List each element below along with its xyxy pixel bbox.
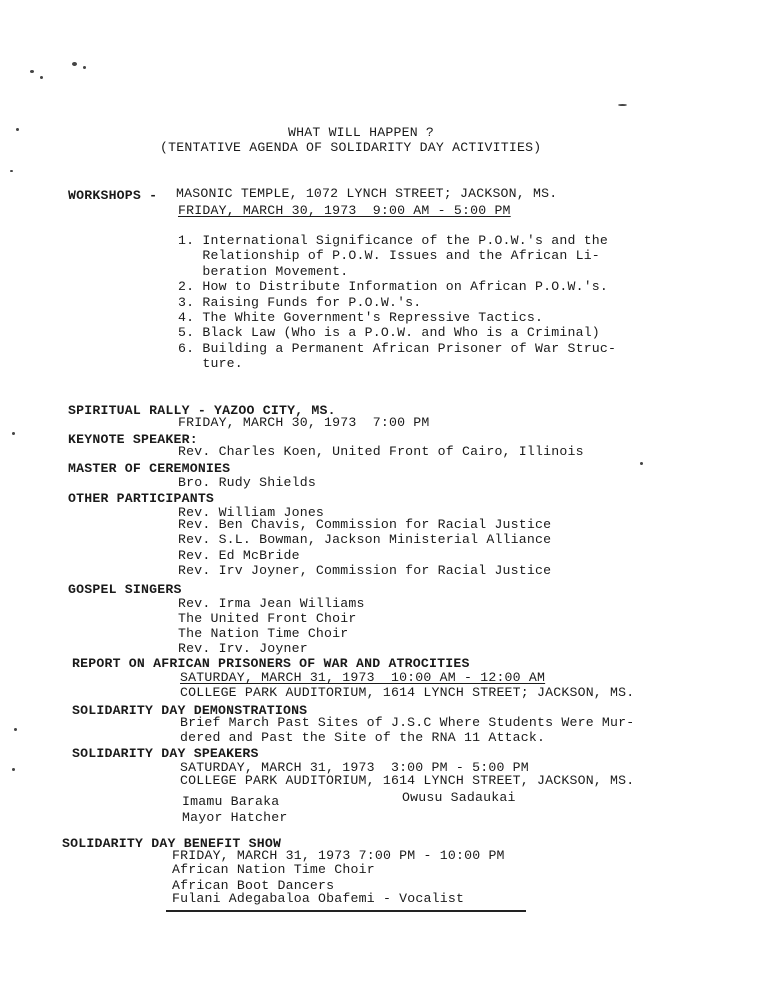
participant-item: Rev. Ed McBride [178,548,300,563]
scan-speck [618,104,627,106]
workshops-location: MASONIC TEMPLE, 1072 LYNCH STREET; JACKSON, MS. [176,186,558,201]
scan-speck [40,76,43,79]
workshop-item: ture. [178,356,243,371]
report-location: COLLEGE PARK AUDITORIUM, 1614 LYNCH STREET; JACKSON, MS. [180,685,635,700]
moc-label: MASTER OF CEREMONIES [68,461,231,476]
workshop-item: beration Movement. [178,264,349,279]
scan-speck [12,768,15,771]
scan-speck [72,62,77,66]
speakers-location: COLLEGE PARK AUDITORIUM, 1614 LYNCH STREET, JACKSON, MS. [180,773,635,788]
gospel-singer-item: The Nation Time Choir [178,626,349,641]
gospel-singer-item: The United Front Choir [178,611,357,626]
report-heading: REPORT ON AFRICAN PRISONERS OF WAR AND ATROCITIES [72,656,470,671]
gospel-singers-label: GOSPEL SINGERS [68,582,182,597]
scan-speck [10,170,13,172]
participant-item: Rev. William Jones [178,505,325,520]
moc-name: Bro. Rudy Shields [178,475,316,490]
keynote-label: KEYNOTE SPEAKER: [68,432,198,447]
rally-heading: SPIRITUAL RALLY - YAZOO CITY, MS. [68,403,336,418]
workshop-item: 1. International Significance of the P.O.W.'s and the [178,233,609,248]
document-subtitle: (TENTATIVE AGENDA OF SOLIDARITY DAY ACTIVITIES) [160,140,542,155]
benefit-act: Fulani Adegabaloa Obafemi - Vocalist [172,891,465,906]
speakers-heading: SOLIDARITY DAY SPEAKERS [72,746,259,761]
scan-speck [640,462,643,465]
demonstrations-text: Brief March Past Sites of J.S.C Where Students Were Mur- [180,715,635,730]
scan-speck [12,432,15,435]
keynote-speaker: Rev. Charles Koen, United Front of Cairo, Illinois [178,444,584,459]
scan-speck [30,70,34,73]
bottom-rule [166,910,526,912]
demonstrations-text: dered and Past the Site of the RNA 11 Attack. [180,730,546,745]
participant-item: Rev. Irv Joyner, Commission for Racial Justice [178,563,552,578]
workshop-item: 6. Building a Permanent African Prisoner of War Struc- [178,341,617,356]
workshop-item: Relationship of P.O.W. Issues and the African Li- [178,248,600,263]
speaker-name: Imamu Baraka [182,794,280,809]
benefit-heading: SOLIDARITY DAY BENEFIT SHOW [62,836,282,851]
speakers-date: SATURDAY, MARCH 31, 1973 3:00 PM - 5:00 PM [180,760,529,775]
other-participants-label: OTHER PARTICIPANTS [68,491,215,506]
report-date: SATURDAY, MARCH 31, 1973 10:00 AM - 12:00 AM [180,670,546,685]
benefit-act: African Boot Dancers [172,878,335,893]
speaker-name: Owusu Sadaukai [402,790,516,805]
scan-speck [16,128,19,131]
rally-date: FRIDAY, MARCH 30, 1973 7:00 PM [178,415,430,430]
document-title: WHAT WILL HAPPEN ? [288,125,435,140]
workshop-item: 3. Raising Funds for P.O.W.'s. [178,295,422,310]
demonstrations-heading: SOLIDARITY DAY DEMONSTRATIONS [72,703,308,718]
gospel-singer-item: Rev. Irma Jean Williams [178,596,365,611]
benefit-date: FRIDAY, MARCH 31, 1973 7:00 PM - 10:00 PM [172,848,505,863]
scan-speck [83,66,86,69]
scan-speck [14,728,17,731]
participant-item: Rev. Ben Chavis, Commission for Racial Justice [178,517,552,532]
workshop-item: 4. The White Government's Repressive Tactics. [178,310,544,325]
workshop-item: 2. How to Distribute Information on African P.O.W.'s. [178,279,609,294]
gospel-singer-item: Rev. Irv. Joyner [178,641,308,656]
benefit-act: African Nation Time Choir [172,862,375,877]
workshop-item: 5. Black Law (Who is a P.O.W. and Who is a Criminal) [178,325,600,340]
workshops-heading: WORKSHOPS - [68,188,158,203]
workshops-date: FRIDAY, MARCH 30, 1973 9:00 AM - 5:00 PM [178,203,511,218]
participant-item: Rev. S.L. Bowman, Jackson Ministerial Alliance [178,532,552,547]
speaker-name: Mayor Hatcher [182,810,288,825]
